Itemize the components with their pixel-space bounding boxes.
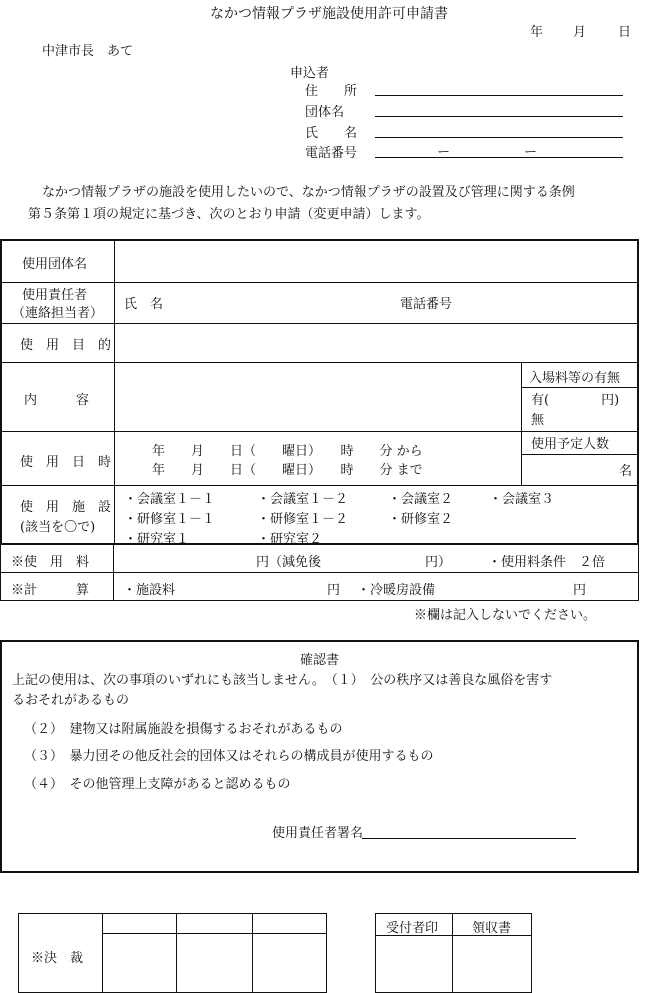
facility-option[interactable]: ・会議室１－２ bbox=[257, 492, 349, 507]
calc-heating: ・冷暖房設備 bbox=[357, 583, 436, 598]
confirmation-line: 上記の使用は、次の事項のいずれにも該当しません。 （１） 公の秩序又は善良な風俗を害す bbox=[12, 673, 553, 688]
applicant-heading: 申込者 bbox=[290, 66, 330, 81]
phone-field[interactable] bbox=[375, 157, 623, 158]
purpose-label: 使 用 目 的 bbox=[20, 338, 112, 353]
confirmation-title: 確認書 bbox=[300, 653, 340, 668]
phone-separator: ー bbox=[524, 145, 538, 160]
contact-person-label: （連絡担当者） bbox=[12, 306, 104, 321]
responsible-label: 使用責任者 bbox=[22, 288, 88, 303]
facility-option[interactable]: ・研修室１－１ bbox=[124, 512, 216, 527]
application-table bbox=[0, 239, 639, 545]
address-label: 住 所 bbox=[305, 84, 358, 99]
facility-option[interactable]: ・研究室１ bbox=[124, 532, 190, 547]
group-name-label: 使用団体名 bbox=[22, 257, 88, 272]
form-title: なかつ情報プラザ施設使用許可申請書 bbox=[210, 6, 448, 22]
confirmation-line: るおそれがあるもの bbox=[12, 693, 130, 708]
admission-label: 入場料等の有無 bbox=[529, 371, 621, 386]
admission-no[interactable]: 無 bbox=[531, 413, 545, 428]
confirmation-item: （３） 暴力団その他反社会的団体又はそれらの構成員が使用するもの bbox=[24, 749, 434, 764]
calc-facility-unit: 円 bbox=[327, 583, 341, 598]
datetime-to[interactable]: 年 月 日（ 曜日） 時 分 まで bbox=[152, 463, 423, 478]
calc-label: ※計 算 bbox=[11, 583, 90, 598]
date-day: 日 bbox=[618, 25, 632, 40]
admission-yes[interactable]: 有( 円) bbox=[531, 393, 620, 408]
datetime-label: 使 用 日 時 bbox=[20, 455, 112, 470]
signature-label: 使用責任者署名 bbox=[272, 826, 364, 841]
people-unit: 名 bbox=[619, 464, 633, 479]
group-name-field[interactable] bbox=[375, 116, 623, 117]
confirmation-item: （２） 建物又は附属施設を損傷するおそれがあるもの bbox=[24, 722, 343, 737]
facility-option[interactable]: ・会議室３ bbox=[489, 492, 555, 507]
fee-condition: ・使用料条件 ２倍 bbox=[488, 555, 606, 570]
responsible-phone-label: 電話番号 bbox=[400, 297, 453, 312]
responsible-name-label: 氏 名 bbox=[124, 297, 164, 312]
note-text: ※欄は記入しないでください。 bbox=[414, 608, 597, 623]
addressee: 中津市長 あて bbox=[42, 44, 134, 59]
receiver-stamp-label: 受付者印 bbox=[386, 921, 439, 936]
date-year: 年 bbox=[530, 25, 544, 40]
facility-option[interactable]: ・研修室２ bbox=[388, 512, 454, 527]
facility-option[interactable]: ・研究室２ bbox=[257, 532, 323, 547]
date-month: 月 bbox=[573, 25, 587, 40]
intro-text-line: 第５条第１項の規定に基づき、次のとおり申請（変更申請）します。 bbox=[28, 207, 430, 222]
phone-separator: ー bbox=[437, 145, 451, 160]
facility-option[interactable]: ・研修室１－２ bbox=[257, 512, 349, 527]
receipt-box bbox=[375, 913, 532, 993]
people-label: 使用予定人数 bbox=[531, 437, 610, 452]
facility-option[interactable]: ・会議室１－１ bbox=[124, 492, 216, 507]
facility-option[interactable]: ・会議室２ bbox=[388, 492, 454, 507]
phone-label: 電話番号 bbox=[305, 146, 358, 161]
calc-heating-unit: 円 bbox=[573, 583, 587, 598]
group-label: 団体名 bbox=[305, 105, 345, 120]
confirmation-box bbox=[0, 640, 639, 873]
approval-label: ※決 裁 bbox=[31, 951, 84, 966]
receipt-label: 領収書 bbox=[472, 921, 512, 936]
name-label: 氏 名 bbox=[305, 126, 358, 141]
content-label: 内 容 bbox=[24, 393, 90, 408]
confirmation-item: （４） その他管理上支障があると認めるもの bbox=[24, 777, 291, 792]
calc-facility: ・施設料 bbox=[123, 583, 176, 598]
datetime-from[interactable]: 年 月 日（ 曜日） 時 分 から bbox=[152, 444, 423, 459]
facility-hint: (該当を〇で) bbox=[20, 520, 96, 535]
signature-field[interactable] bbox=[362, 838, 576, 839]
intro-text-line: なかつ情報プラザの施設を使用したいので、なかつ情報プラザの設置及び管理に関する条例 bbox=[42, 185, 575, 200]
address-field[interactable] bbox=[375, 95, 623, 96]
name-field[interactable] bbox=[375, 137, 623, 138]
fee-label: ※使 用 料 bbox=[11, 555, 90, 570]
fee-text: 円（減免後 円） bbox=[256, 555, 452, 570]
fee-table bbox=[0, 545, 639, 601]
approval-box bbox=[18, 913, 327, 993]
facility-label: 使 用 施 設 bbox=[20, 500, 112, 515]
